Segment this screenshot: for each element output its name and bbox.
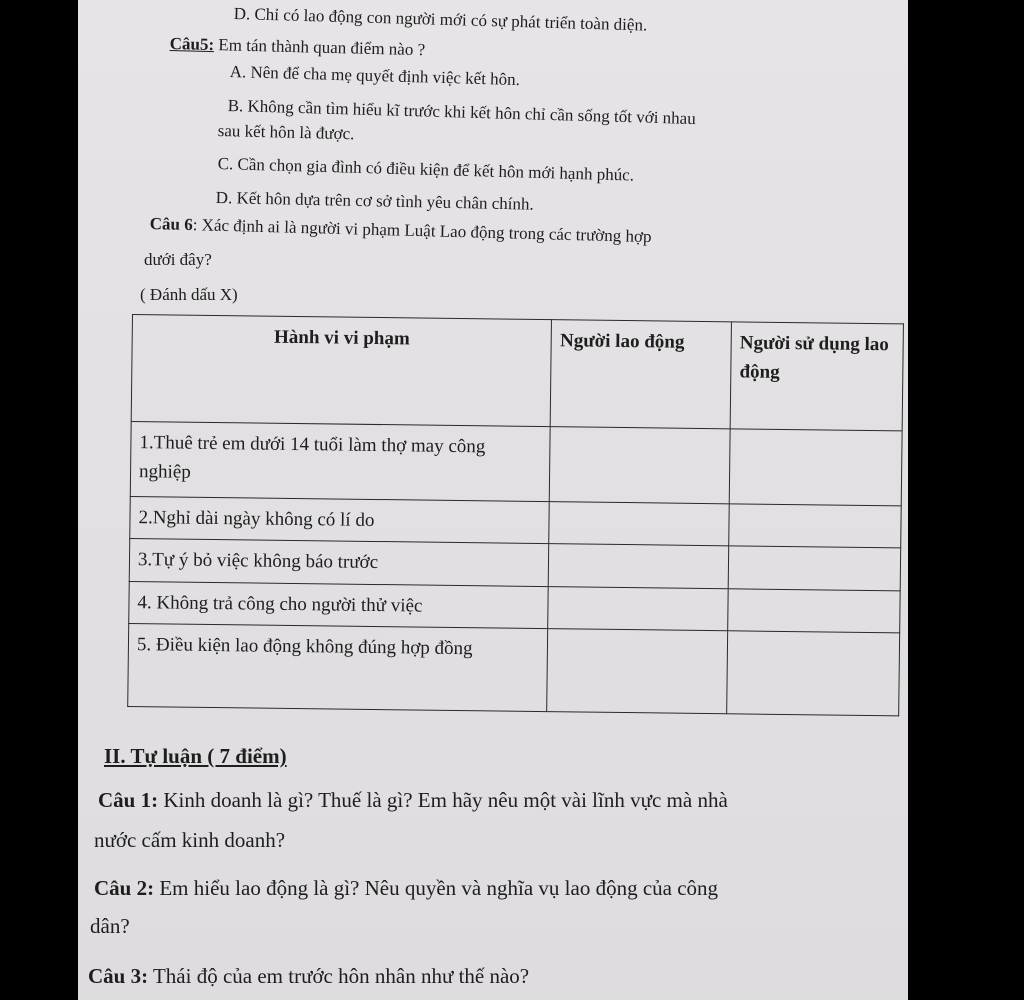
q5-option-b: B. Không cần tìm hiểu kĩ trước khi kết hôn chỉ cần sống tốt với nhau <box>227 96 697 129</box>
essay-q3 <box>88 964 529 989</box>
row-4-worker-cell[interactable] <box>548 586 728 631</box>
q4-option-d: D. Chỉ có lao động con người mới có sự phát triển toàn diện. <box>233 4 648 35</box>
row-3-worker-cell[interactable] <box>549 544 729 589</box>
table-row <box>128 624 900 716</box>
essay-q3-text: Thái độ của em trước hôn nhân như thế nào? <box>148 964 530 988</box>
row-4-violation: 4. Không trả công cho người thử việc <box>129 581 549 629</box>
header-employer: Người sử dụng lao động <box>730 322 903 431</box>
q6-text: : Xác định ai là người vi phạm Luật Lao động trong các trường hợp <box>192 215 652 247</box>
q5-option-d: D. Kết hôn dựa trên cơ sở tình yêu chân chính. <box>215 188 534 214</box>
q5-option-a: A. Nên để cha mẹ quyết định việc kết hôn. <box>229 62 521 90</box>
row-5-employer-cell[interactable] <box>727 631 900 716</box>
essay-q1-label: Câu 1: <box>98 788 159 812</box>
part2-heading: II. Tự luận ( 7 điểm) <box>104 744 287 768</box>
essay-q1-cont: nước cấm kinh doanh? <box>94 828 286 852</box>
essay-q1 <box>98 788 728 813</box>
essay-q3-label: Câu 3: <box>88 964 149 988</box>
q5-option-b-cont: sau kết hôn là được. <box>217 121 355 144</box>
essay-q1-text: Kinh doanh là gì? Thuế là gì? Em hãy nêu một vài lĩnh vực mà nhà <box>158 788 728 812</box>
q5-prompt <box>170 34 426 60</box>
row-1-employer-cell[interactable] <box>729 429 902 506</box>
row-1-worker-cell[interactable] <box>550 427 731 504</box>
essay-q2 <box>94 876 718 901</box>
table-header-row <box>131 315 903 431</box>
row-2-violation: 2.Nghỉ dài ngày không có lí do <box>130 496 550 544</box>
row-5-worker-cell[interactable] <box>547 629 728 714</box>
essay-q2-text: Em hiểu lao động là gì? Nêu quyền và nghĩa vụ lao động của công <box>154 876 719 900</box>
q5-text: Em tán thành quan điểm nào ? <box>213 35 426 60</box>
row-3-employer-cell[interactable] <box>728 546 900 591</box>
row-2-employer-cell[interactable] <box>729 504 901 549</box>
header-worker: Người lao động <box>551 320 732 429</box>
essay-q2-cont: dân? <box>90 914 130 938</box>
header-violation: Hành vi vi phạm <box>131 315 552 427</box>
q6-prompt <box>149 214 651 247</box>
q6-table <box>127 314 904 717</box>
row-4-employer-cell[interactable] <box>728 589 900 634</box>
q5-label: Câu5: <box>169 34 215 55</box>
row-3-violation: 3.Tự ý bỏ việc không báo trước <box>129 539 549 587</box>
row-2-worker-cell[interactable] <box>549 502 729 547</box>
q6-text-cont: dưới đây? <box>144 250 212 269</box>
row-1-violation: 1.Thuê trẻ em dưới 14 tuổi làm thợ may công nghiệp <box>130 421 550 501</box>
q5-option-c: C. Cần chọn gia đình có điều kiện để kết hôn mới hạnh phúc. <box>217 154 635 185</box>
table-row <box>130 421 902 505</box>
essay-q2-label: Câu 2: <box>94 876 155 900</box>
q6-label: Câu 6 <box>149 214 193 235</box>
row-5-violation: 5. Điều kiện lao động không đúng hợp đồng <box>128 624 548 712</box>
q6-instruction: ( Đánh dấu X) <box>140 285 238 304</box>
exam-paper <box>78 0 908 1000</box>
